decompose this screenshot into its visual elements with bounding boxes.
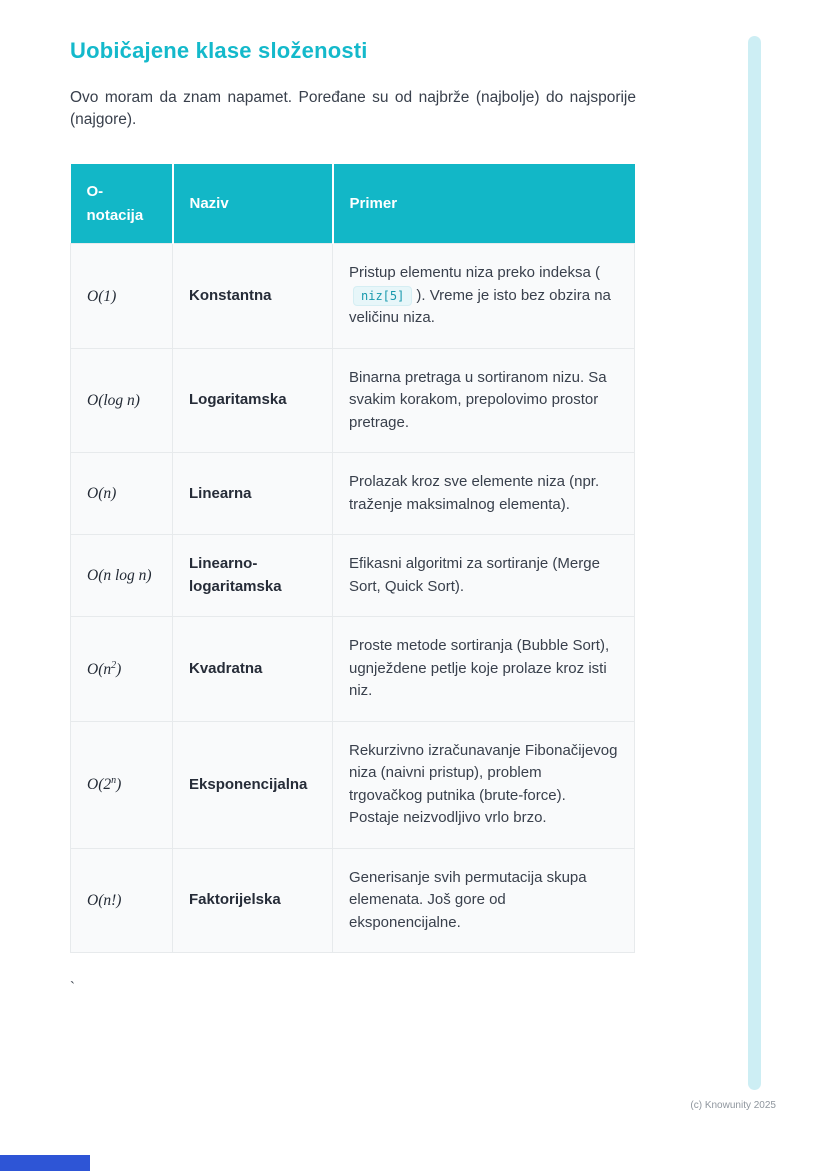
bottom-page-edge [0, 1155, 90, 1171]
primer-cell [333, 244, 635, 349]
header-cell-primer: Primer [333, 164, 635, 244]
class-name: Eksponencijalna [189, 775, 308, 793]
big-o-notation: O(n log n) [87, 567, 152, 585]
class-name: Linearna [189, 484, 252, 502]
primer-text: Proste metode sortiranja (Bubble Sort), ugnježdene petlje koje prolaze kroz isti niz. [349, 637, 610, 700]
primer-cell [333, 721, 635, 848]
primer-text: Prolazak kroz sve elemente niza (npr. traženje maksimalnog elementa). [349, 473, 600, 513]
name-cell [173, 453, 333, 535]
notation-cell [71, 244, 173, 349]
primer-cell [333, 453, 635, 535]
stray-backtick: ` [70, 979, 75, 997]
name-cell [173, 535, 333, 617]
class-name: Logaritamska [189, 391, 287, 409]
primer-text: Rekurzivno izračunavanje Fibonačijevog niza (naivni pristup), problem trgovačkog putnika (brute-force). Postaje neizvodljivo vrlo brzo. [349, 741, 618, 827]
name-cell [173, 244, 333, 349]
primer-cell [333, 348, 635, 453]
primer-text: Generisanje svih permutacija skupa elemenata. Još gore od eksponencijalne. [349, 868, 587, 931]
table-row [71, 453, 635, 535]
header-cell-naziv: Naziv [173, 164, 333, 244]
complexity-table [70, 164, 635, 954]
page-title: Uobičajene klase složenosti [70, 38, 368, 63]
notation-cell [71, 721, 173, 848]
big-o-notation: O(2$^n$) [87, 775, 122, 794]
table-row [71, 244, 635, 349]
primer-text: Efikasni algoritmi za sortiranje (Merge Sort, Quick Sort). [349, 555, 600, 595]
table-row [71, 848, 635, 953]
primer-cell [333, 535, 635, 617]
notation-cell [71, 348, 173, 453]
header-cell-o-notacija: O-notacija [71, 164, 173, 244]
primer-cell [333, 617, 635, 722]
table-row [71, 348, 635, 453]
big-o-notation: O(n!) [87, 892, 122, 910]
name-cell [173, 848, 333, 953]
table-row [71, 617, 635, 722]
notation-cell [71, 453, 173, 535]
class-name: Kvadratna [189, 659, 263, 677]
table-body [71, 244, 635, 953]
notation-cell [71, 848, 173, 953]
right-accent-bar [748, 36, 761, 1090]
class-name: Faktorijelska [189, 891, 281, 909]
big-o-notation: O(n) [87, 485, 117, 503]
name-cell [173, 617, 333, 722]
big-o-notation: O(1) [87, 287, 117, 305]
footer-credit: (c) Knowunity 2025 [690, 1100, 776, 1111]
primer-cell [333, 848, 635, 953]
class-name: Linearno-logaritamska [189, 555, 282, 595]
big-o-notation: $O(n^2)$ [87, 659, 122, 678]
notation-cell [71, 617, 173, 722]
inline-code-chip: niz[5] [353, 286, 412, 306]
intro-paragraph: Ovo moram da znam napamet. Poređane su od najbrže (najbolje) do najsporije (najgore). [70, 89, 636, 129]
header-row [71, 164, 635, 244]
primer-text: Pristup elementu niza preko indeksa (niz[5] ). Vreme je isto bez obzira na veličinu niza. [349, 264, 611, 327]
page-content [70, 38, 636, 996]
table-row [71, 721, 635, 848]
table-row [71, 535, 635, 617]
notation-cell [71, 535, 173, 617]
big-o-notation: O(log n) [87, 392, 140, 410]
primer-text: Binarna pretraga u sortiranom nizu. Sa svakim korakom, prepolovimo prostor pretrage. [349, 368, 607, 431]
name-cell [173, 721, 333, 848]
class-name: Konstantna [189, 286, 272, 304]
name-cell [173, 348, 333, 453]
table-header [71, 164, 635, 244]
